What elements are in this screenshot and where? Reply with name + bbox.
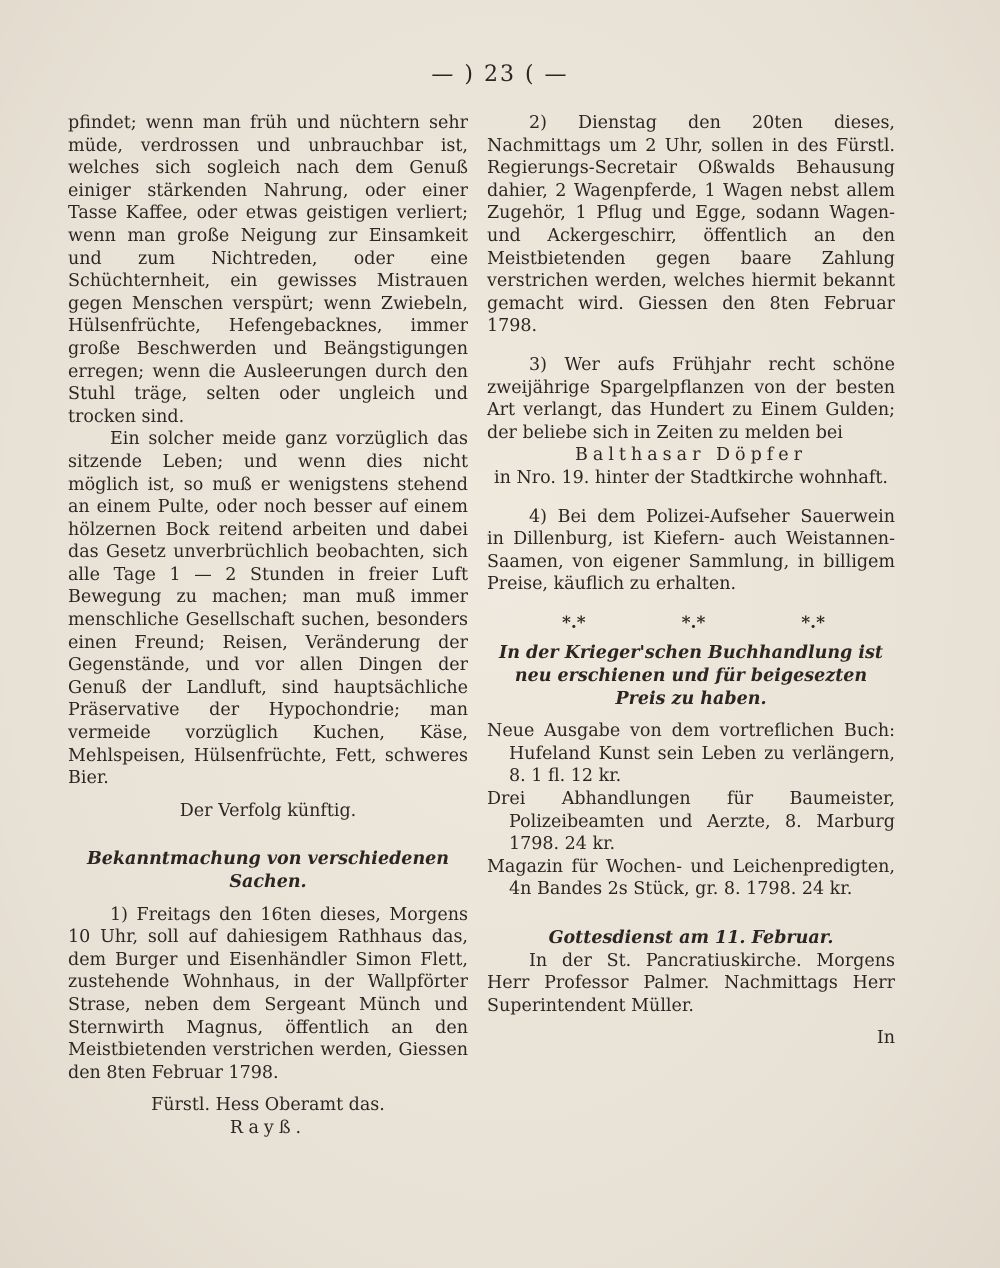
church-service-text: In der St. Pancratiuskirche. Morgens Herr Professor Palmer. Nachmittags Herr Superintendent Müller. (487, 950, 895, 1016)
asterism: *.* (681, 612, 706, 633)
section-divider (487, 612, 895, 635)
book-entry-3: Magazin für Wochen- und Leichenpredigten, 4n Bandes 2s Stück, gr. 8. 1798. 24 kr. (487, 856, 895, 900)
announcement-1: 1) Freitags den 16ten dieses, Morgens 10 Uhr, soll auf dahiesigem Rathhaus das, dem Burger und Eisenhändler Simon Flett, zustehende Wohnhaus, in der Wallpförter Strase, neben dem Sergeant Münch und Sternwirth Magnus, öffentlich an den Meistbietenden verstrichen werden, Giessen den 8ten Februar 1798. (68, 904, 468, 1083)
announcement-4: 4) Bei dem Polizei-Aufseher Sauerwein in Dillenburg, ist Kiefern- auch Weistannen-Saamen, von eigener Sammlung, in billigem Preise, käuflich zu erhalten. (487, 506, 895, 595)
asterism: *.* (562, 612, 586, 633)
catchword: In (876, 1028, 895, 1049)
asterism: *.* (801, 612, 825, 633)
book-entry-1: Neue Ausgabe von dem vortreflichen Buch: Hufeland Kunst sein Leben zu verlängern, 8. 1 fl. 12 kr. (487, 721, 895, 787)
left-column (68, 112, 468, 1140)
announcement-2: 2) Dienstag den 20ten dieses, Nachmittags um 2 Uhr, sollen in des Fürstl. Regierungs-Secretair Oßwalds Behausung dahier, 2 Wagenpferde, 1 Wagen nebst allem Zugehör, 1 Pflug und Egge, sodann Wagen- und Ackergeschirr, öffentlich an den Meistbietenden gegen baare Zahlung verstrichen werden, welches hiermit bekannt gemacht wird. Giessen den 8ten Februar 1798. (487, 113, 895, 337)
page-header: — ) 23 ( — (431, 62, 569, 87)
announcement-3-address: in Nro. 19. hinter der Stadtkirche wohnhaft. (494, 467, 888, 488)
signature-office: Fürstl. Hess Oberamt das. (151, 1095, 385, 1116)
announcement-3-name: Balthasar Döpfer (575, 445, 807, 466)
book-announcement-heading: In der Krieger'schen Buchhandlung ist neu erschienen und für beigesezten Preis zu haben. (499, 643, 883, 709)
paragraph-hypochondria-symptoms: pfindet; wenn man früh und nüchtern sehr müde, verdrossen und unbrauchbar ist, welches sich sogleich nach dem Genuß einiger stärkenden Nahrung, oder einer Tasse Kaffee, oder etwas geistigen verliert; wenn man große Neigung zur Einsamkeit und zum Nichtreden, oder eine Schüchternheit, ein gewisses Mistrauen gegen Menschen verspürt; wenn Zwiebeln, Hülsenfrüchte, Hefengebacknes, immer große Beschwerden und Beängstigungen erregen; wenn die Ausleerungen durch den Stuhl träge, selten oder ungleich und trocken sind. (68, 113, 468, 427)
continuation-note: Der Verfolg künftig. (179, 800, 357, 821)
book-entry-2: Drei Abhandlungen für Baumeister, Polizeibeamten und Aerzte, 8. Marburg 1798. 24 kr. (487, 789, 895, 855)
section-title: Bekanntmachung von verschiedenen Sachen. (86, 849, 450, 892)
paragraph-hypochondria-advice: Ein solcher meide ganz vorzüglich das sitzende Leben; und wenn dies nicht möglich ist, so muß er wenigstens stehend an einem Pulte, oder noch besser auf einem hölzernen Bock reitend arbeiten und dabei das Gesetz unverbrüchlich beobachten, sich alle Tage 1 — 2 Stunden in freier Luft Bewegung zu machen; man muß immer menschliche Gesellschaft suchen, besonders einen Freund; Reisen, Veränderung der Gegenstände, und vor allen Dingen der Genuß der Landluft, sind hauptsächliche Präservative der Hypochondrie; man vermeide vorzüglich Kuchen, Käse, Mehlspeisen, Hülsenfrüchte, Fett, schweres Bier. (68, 429, 468, 789)
right-column (487, 112, 895, 1050)
announcement-3: 3) Wer aufs Frühjahr recht schöne zweijährige Spargelpflanzen von der besten Art verlangt, das Hundert zu Einem Gulden; der beliebe sich in Zeiten zu melden bei (487, 354, 895, 443)
church-service-heading: Gottesdienst am 11. Februar. (548, 928, 834, 948)
signature-name: Rayß. (229, 1117, 307, 1138)
